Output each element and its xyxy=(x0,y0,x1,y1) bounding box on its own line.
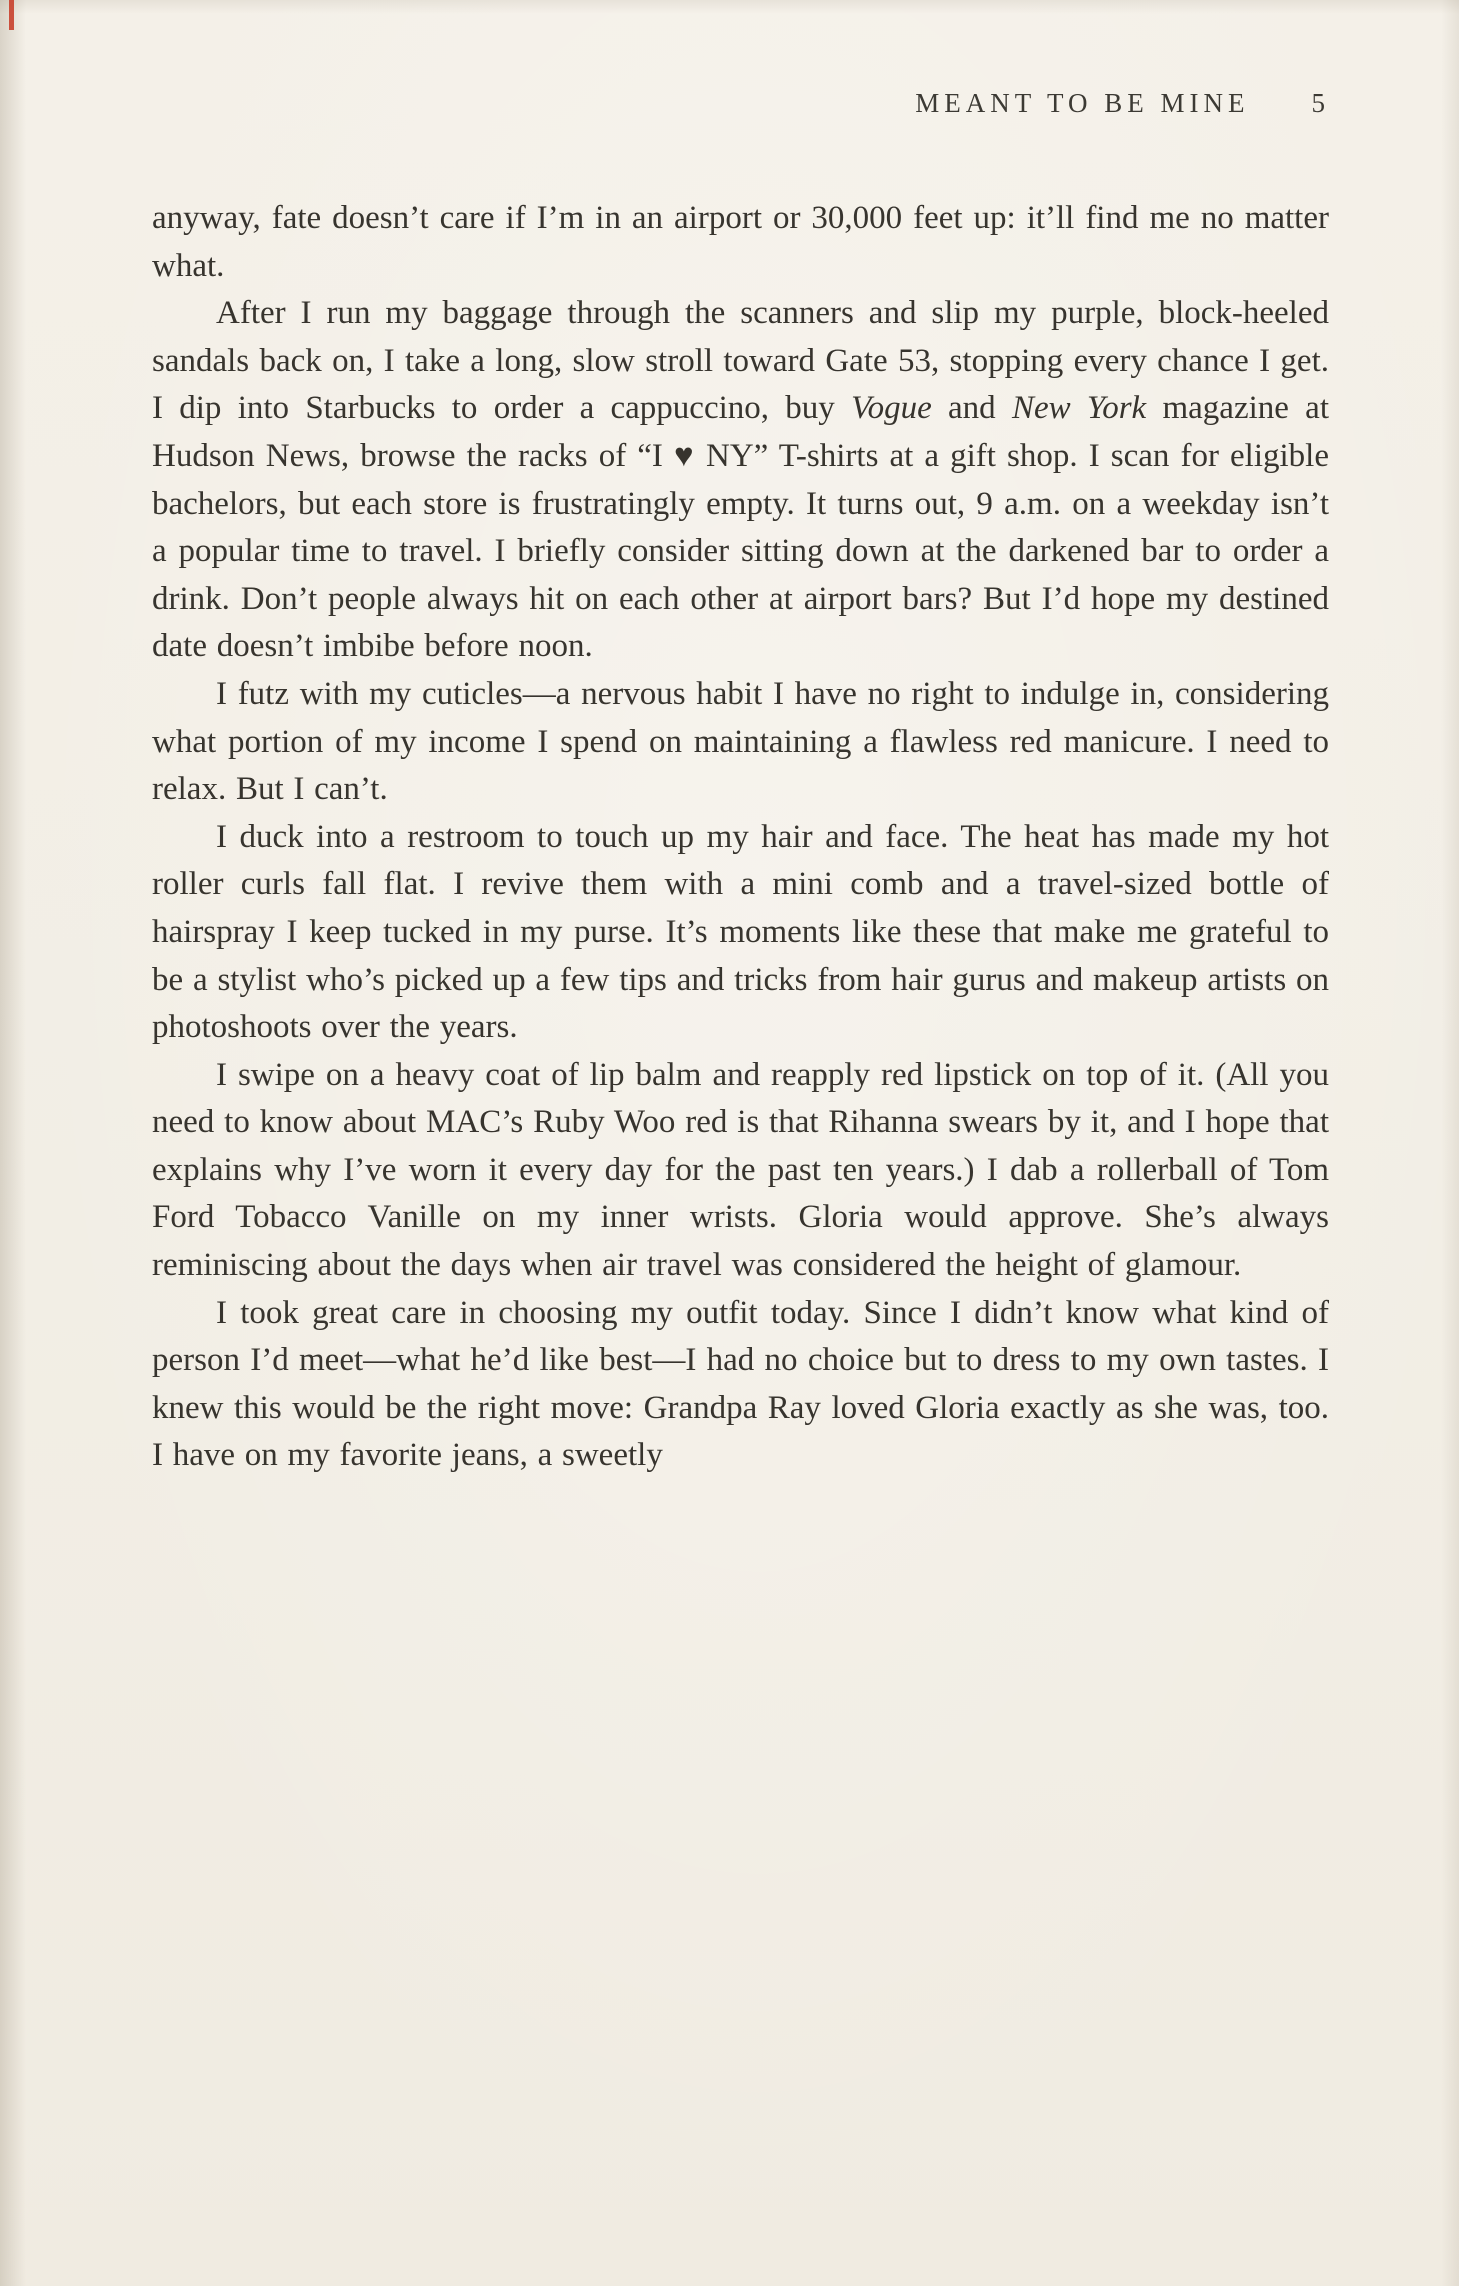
scan-edge-right xyxy=(1441,0,1459,2286)
scan-edge-top xyxy=(0,0,1459,14)
paragraph xyxy=(152,814,1329,1052)
text-run: I duck into a restroom to touch up my hair and face. The heat has made my hot roller curls fall flat. I revive them with a mini comb and a travel-sized bottle of hairspray I keep tucked in my purse. It’s moments like these that make me grateful to be a stylist who’s picked up a few tips and tricks from hair gurus and makeup artists on photoshoots over the years. xyxy=(152,818,1329,1046)
page-number: 5 xyxy=(1311,88,1325,118)
running-head xyxy=(152,88,1325,119)
text-run: magazine at Hudson News, browse the racks of “I ♥ NY” T-shirts at a gift shop. I scan for eligible bachelors, but each store is frustratingly empty. It turns out, 9 a.m. on a weekday isn’t a popular time to travel. I briefly consider sitting down at the darkened bar to order a drink. Don’t people always hit on each other at airport bars? But I’d hope my destined date doesn’t imbibe before noon. xyxy=(152,390,1329,665)
running-head-title: MEANT TO BE MINE xyxy=(915,88,1250,118)
body-text xyxy=(152,195,1329,1480)
paragraph xyxy=(152,1290,1329,1480)
text-run: I took great care in choosing my outfit today. Since I didn’t know what kind of person I’d meet—what he’d like best—I had no choice but to dress to my own tastes. I knew this would be the right move: Grandpa Ray loved Gloria exactly as she was, too. I have on my favorite jeans, a sweetly xyxy=(152,1294,1329,1474)
paragraph xyxy=(152,671,1329,814)
scan-edge-left xyxy=(0,0,26,2286)
magazine-title-italic: Vogue xyxy=(851,390,932,427)
paragraph xyxy=(152,195,1329,290)
magazine-title-italic: New York xyxy=(1011,390,1147,427)
text-run: and xyxy=(931,390,1012,427)
page-content xyxy=(152,88,1329,1480)
scan-artifact-red-mark xyxy=(9,0,14,30)
paragraph xyxy=(152,290,1329,671)
text-run: anyway, fate doesn’t care if I’m in an airport or 30,000 feet up: it’ll find me no matter what. xyxy=(152,200,1329,284)
text-run: I swipe on a heavy coat of lip balm and reapply red lipstick on top of it. (All you need to know about MAC’s Ruby Woo red is that Rihanna swears by it, and I hope that explains why I’ve worn it every day for the past ten years.) I dab a rollerball of Tom Ford Tobacco Vanille on my inner wrists. Gloria would approve. She’s always reminiscing about the days when air travel was considered the height of glamour. xyxy=(152,1056,1329,1284)
paragraph xyxy=(152,1052,1329,1290)
text-run: After I run my baggage through the scanners and slip my purple, block-heeled sandals back on, I take a long, slow stroll toward Gate 53, stopping every chance I get. I dip into Starbucks to order a cappuccino, buy xyxy=(152,295,1329,427)
text-run: I futz with my cuticles—a nervous habit I have no right to indulge in, considering what portion of my income I spend on maintaining a flawless red manicure. I need to relax. But I can’t. xyxy=(152,675,1329,808)
